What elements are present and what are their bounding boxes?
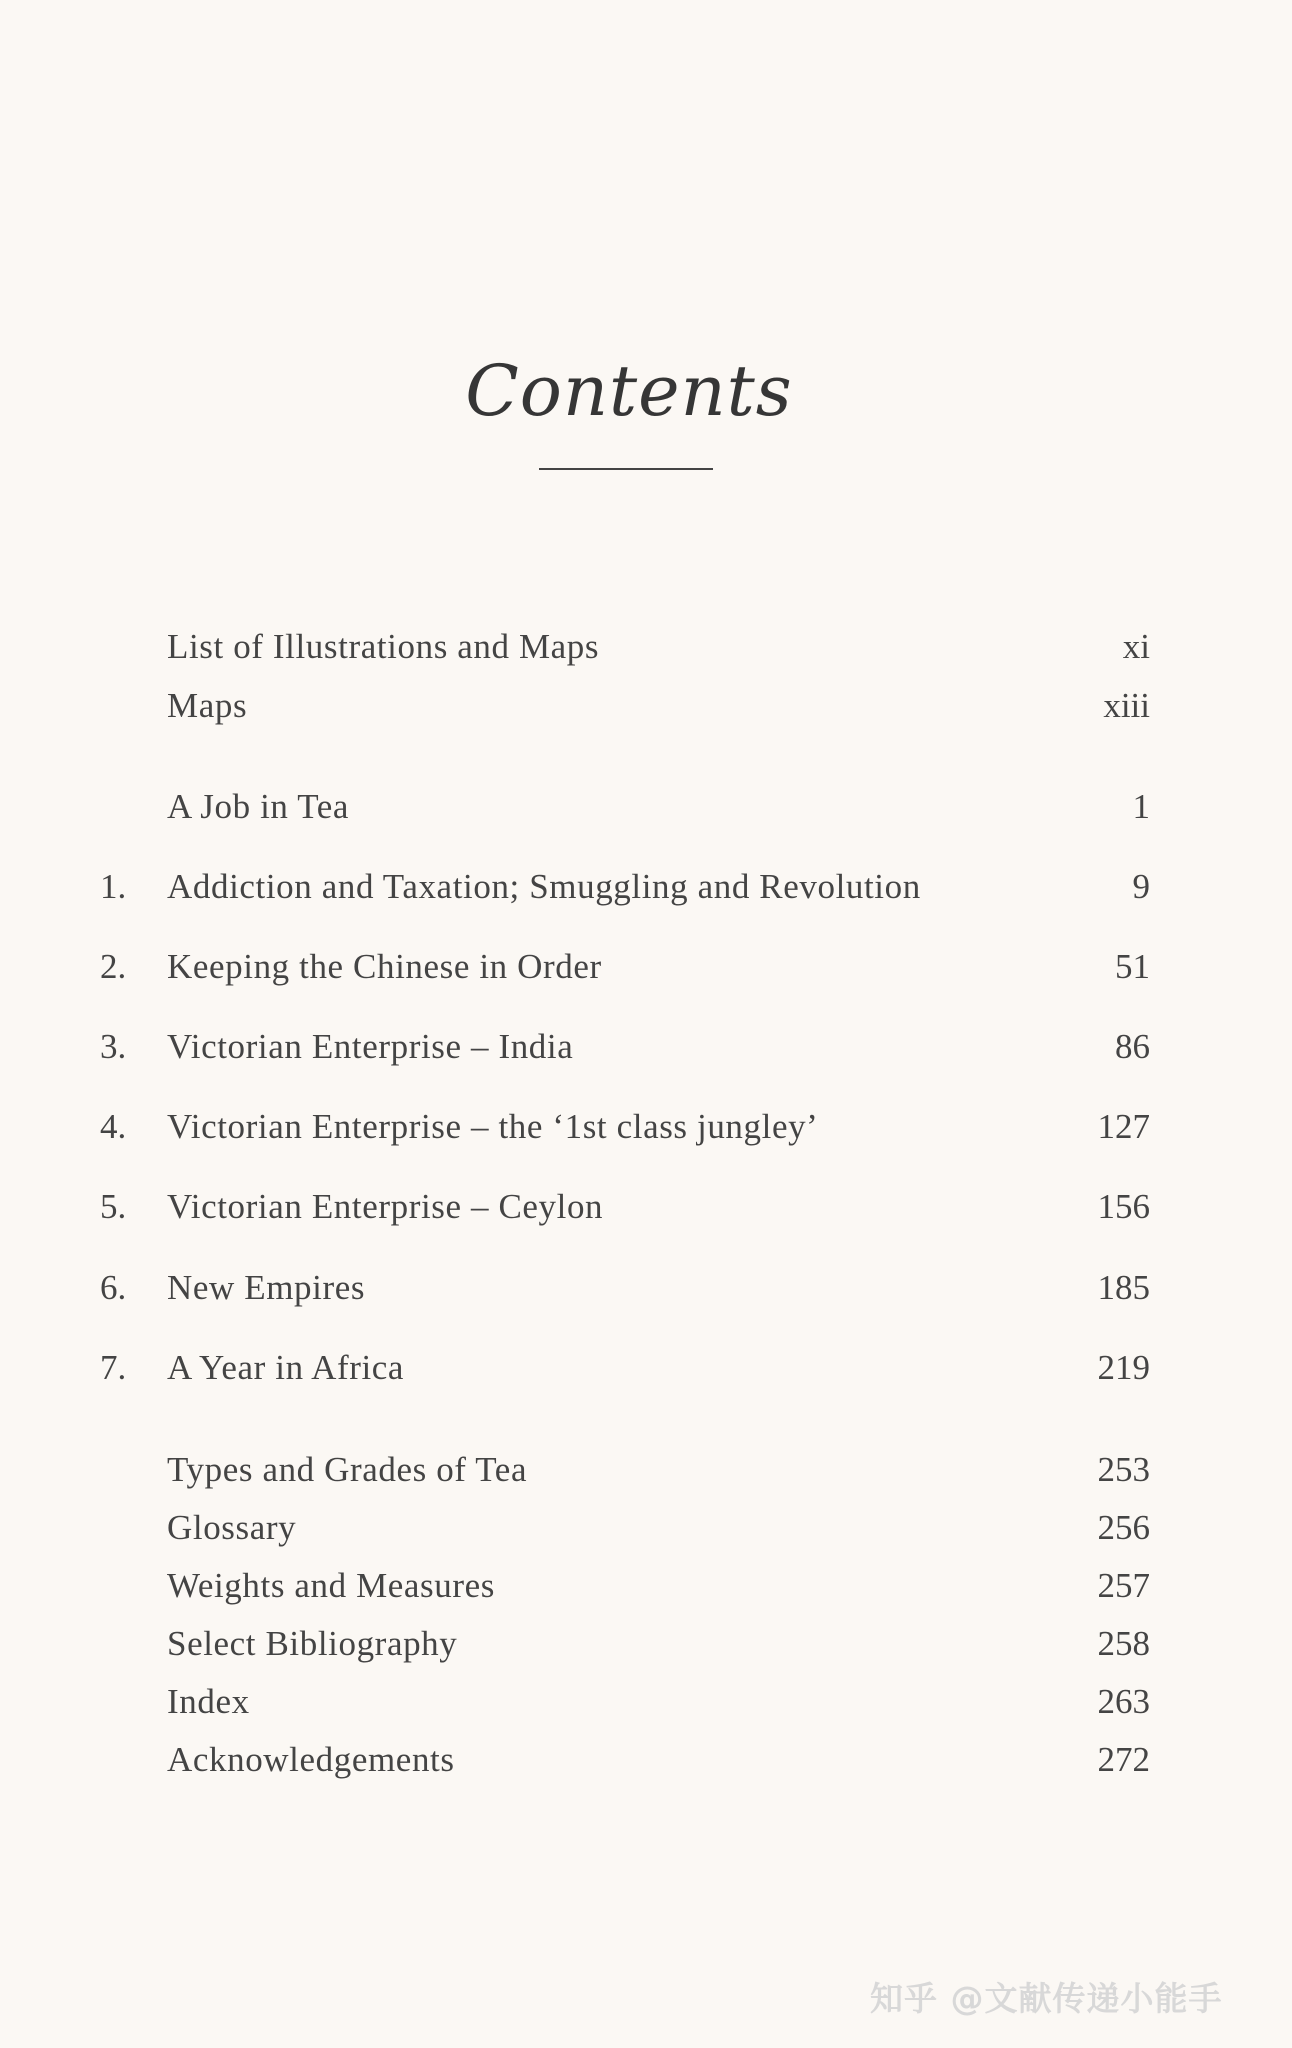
toc-entry-title: Keeping the Chinese in Order — [167, 947, 602, 986]
toc-entry-number: 2. — [100, 947, 127, 986]
toc-entry-title: Acknowledgements — [167, 1740, 455, 1779]
toc-entry-page: 9 — [1132, 867, 1150, 906]
toc-entry-number: 7. — [100, 1348, 127, 1387]
toc-entry-page: 1 — [1132, 787, 1150, 826]
toc-entry-title: New Empires — [167, 1268, 366, 1307]
toc-entry-title: List of Illustrations and Maps — [167, 627, 600, 666]
toc-entry-number: 6. — [100, 1268, 127, 1307]
toc-entry-title: Victorian Enterprise – the ‘1st class jungley’ — [167, 1107, 819, 1146]
toc-entry-title: Victorian Enterprise – Ceylon — [167, 1187, 604, 1226]
toc-entry — [0, 1107, 1292, 1159]
toc-entry — [0, 1624, 1292, 1676]
toc-entry-page: 263 — [1097, 1682, 1150, 1721]
toc-entry — [0, 686, 1292, 738]
toc-entry — [0, 1027, 1292, 1079]
toc-entry-number: 4. — [100, 1107, 127, 1146]
toc-entry-title: Types and Grades of Tea — [167, 1450, 528, 1489]
watermark: 知乎 @文献传递小能手 — [870, 1979, 1223, 2018]
toc-entry-page: 258 — [1097, 1624, 1150, 1663]
toc-entry-page: xi — [1122, 627, 1150, 666]
page-title: Contents — [465, 350, 793, 432]
toc-entry — [0, 867, 1292, 919]
toc-entry-page: 253 — [1097, 1450, 1150, 1489]
toc-entry — [0, 1450, 1292, 1502]
toc-entry-title: Addiction and Taxation; Smuggling and Revolution — [167, 867, 921, 906]
toc-entry — [0, 1268, 1292, 1320]
toc-entry-title: Select Bibliography — [167, 1624, 458, 1663]
toc-entry-number: 1. — [100, 867, 127, 906]
toc-entry-title: A Job in Tea — [167, 787, 350, 826]
toc-entry-title: Glossary — [167, 1508, 297, 1547]
toc-entry — [0, 1508, 1292, 1560]
toc-entry-title: A Year in Africa — [167, 1348, 405, 1387]
toc-entry-page: 86 — [1115, 1027, 1150, 1066]
toc-entry-title: Weights and Measures — [167, 1566, 495, 1605]
toc-entry-page: 156 — [1097, 1187, 1150, 1226]
toc-entry — [0, 1740, 1292, 1792]
toc-entry-page: 257 — [1097, 1566, 1150, 1605]
toc-entry-page: 219 — [1097, 1348, 1150, 1387]
toc-entry — [0, 947, 1292, 999]
toc-entry — [0, 1187, 1292, 1239]
toc-entry — [0, 787, 1292, 839]
toc-entry-number: 5. — [100, 1187, 127, 1226]
toc-entry-page: 127 — [1097, 1107, 1150, 1146]
toc-entry-page: xiii — [1103, 686, 1150, 725]
toc-entry-page: 185 — [1097, 1268, 1150, 1307]
toc-entry — [0, 1682, 1292, 1734]
toc-entry-title: Maps — [167, 686, 248, 725]
toc-entry-title: Index — [167, 1682, 250, 1721]
toc-entry-page: 51 — [1115, 947, 1150, 986]
toc-entry-page: 272 — [1097, 1740, 1150, 1779]
toc-entry-number: 3. — [100, 1027, 127, 1066]
toc-entry — [0, 1348, 1292, 1400]
toc-entry-title: Victorian Enterprise – India — [167, 1027, 574, 1066]
toc-entry — [0, 1566, 1292, 1618]
title-underline — [539, 468, 713, 470]
toc-entry — [0, 627, 1292, 679]
toc-entry-page: 256 — [1097, 1508, 1150, 1547]
